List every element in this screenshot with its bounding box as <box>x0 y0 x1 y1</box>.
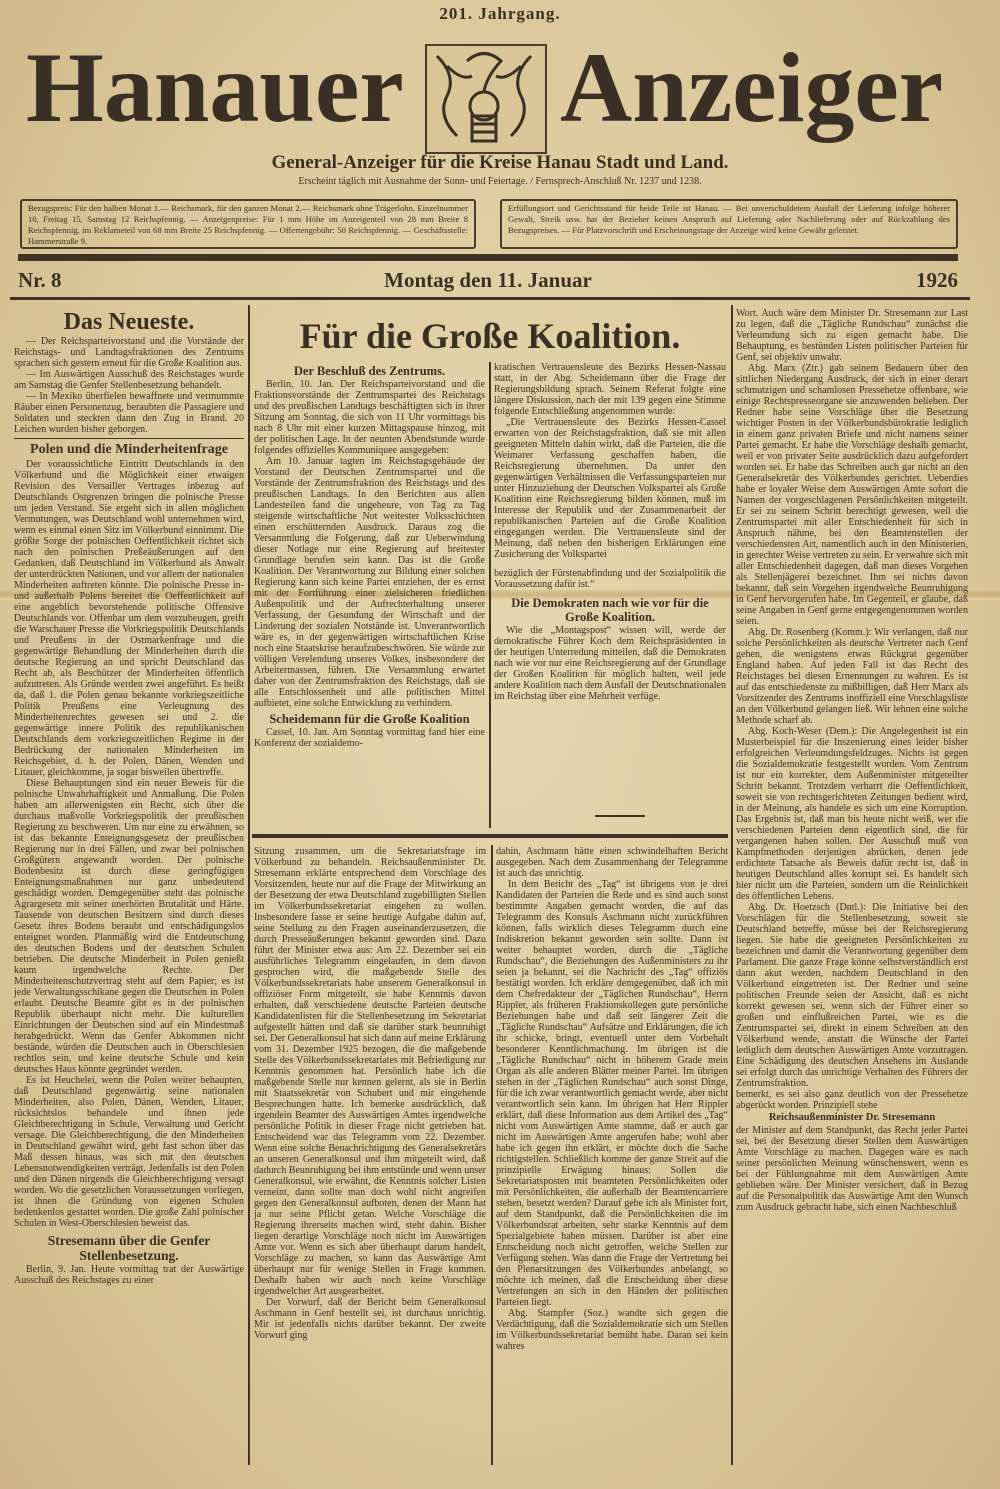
article-paragraph: Abg. Dr. Hoetzsch (Dntl.): Die Initiative bei den Vorschlägen für die Stellenbesetzung, soweit sie Deutschland betreffe, müsse bei der Reichsregierung liegen. Sie habe die geeigneten Persönlichkeiten zu bezeichnen und damit die Verantwortung gegenüber dem Parlament. Die ganze Frage könne selbstverständlich erst dann akut werden, nachdem Deutschland in den Völkerbund eingetreten ist. Der Redner und seine politischen Freunde seien der Ansicht, daß es nicht korrekt gewesen sei, wenn sich der Führer einer so großen und einflußreichen Partei, wie es die Zentrumspartei sei, direkt in einem Schreiben an den Völkerbund wende, anstatt die Wünsche der Partei lediglich dem deutschen Auswärtigen Amte vorzutragen. Eine Schädigung des deutschen Ansehens im Auslande sei erfolgt durch das unrichtige Verhalten des Führers der Zentrumsfraktion. <box>736 902 968 1089</box>
volume-number: 201. Jahrgang. <box>439 4 561 23</box>
publication-info: Erscheint täglich mit Ausnahme der Sonn- und Feiertage. / Fernsprech-Anschluß Nr. 1237 und 1238. <box>298 176 702 187</box>
dateline <box>18 268 958 296</box>
article-paragraph: Abg. Stampfer (Soz.) wandte sich gegen die Verdächtigung, daß die Sozialdemokratie sich um Stellen im Völkerbundssekretariat bemüht habe. Daran sei kein wahres <box>496 1308 728 1352</box>
article-paragraph: Der Vorwurf, daß der Bericht beim Generalkonsul Aschmann in Genf bestellt sei, ist durchaus unrichtig. Mir ist jedenfalls nichts darüber bekannt. Der zweite Vorwurf ging <box>254 1297 486 1341</box>
article-paragraph: kratischen Vertrauensleute des Bezirks Hessen-Nassau statt, in der Abg. Scheidemann über die Frage der Regierungsbildung sprach. Seinem Referat folgte eine längere Diskussion, nach der mit 139 gegen eine Stimme folgende Entschließung angenommen wurde: <box>494 362 726 417</box>
column-divider <box>491 845 493 1465</box>
article-paragraph: bezüglich der Fürstenabfindung und der Sozialpolitik die Voraussetzung dafür ist.“ <box>494 568 726 590</box>
masthead-title-left: Hanauer <box>26 32 404 143</box>
section-rule <box>252 834 728 838</box>
right-column <box>736 308 968 1213</box>
article-paragraph: der Minister auf dem Standpunkt, das Recht jeder Partei sei, bei der Besetzung dieser Stellen dem Auswärtigen Amte Vorschläge zu machen. Dagegen wäre es nach seiner persönlichen Meinung wünschenswert, wenn es bei der Fühlungnahme mit dem Auswärtigen Amte geblieben wäre. Der Minister versichert, daß in Bezug auf die Personalpolitik das Auswärtige Amt den Wunsch zum Ausdruck gebracht habe, sich einen Nachbeschluß <box>736 1125 968 1213</box>
news-brief: — In Mexiko überfielen bewaffnete und vermummte Räuber einen Personenzug, beraubten die Passagiere und Soldaten und steckten dann den Zug in Brand. 20 Leichen wurden bisher geborgen. <box>14 391 244 435</box>
masthead-rule <box>18 254 958 261</box>
article-paragraph: Abg. Marx (Ztr.) gab seinem Bedauern über den sittlichen Niedergang Ausdruck, der sich in einer derart schmutzigen und schamlosen Pressehetze offenbare, wie einige Rechtspresseorgane sie anzuwenden belieben. Der Redner habe seine Vorschläge über die Besetzung wichtiger Posten in der Völkerbundsbürokratie lediglich in einem ganz privaten Briefe und nicht namens seiner Partei gemacht. Er habe die Vorschläge deshalb gemacht, weil er von privater Seite ausdrücklich dazu aufgefordert worden sei. Er habe das Schreiben auch gar nicht an den Generalsekretär des Völkerbundes gerichtet. Ueberdies habe er loyaler Weise dem Auswärtigen Amte sofort die Namen der vorgeschlagenen Persönlichkeiten mitgeteilt. Er sei zu seinem Schritt berechtigt gewesen, weil die Zentrumspartei mit aller Entschiedenheit für sich in Anspruch nähme, bei den Beamtenstellen der verschiedensten Art, namentlich auch in den Ministerien, in gerechter Weise vertreten zu sein. Er verwahre sich mit aller Entschiedenheit dagegen, daß man dieses Vorgehen als Stellenjägerei bezeichnet. Ihm sei nichts davon bekannt, daß sein Vorgehen irgendwelche Beunruhigung in Genf hervorgerufen habe. Im Gegenteil, er glaube, daß seine Angaben in Genf gerne entgegengenommen worden seien. <box>736 363 968 627</box>
article-paragraph: bemerkt, es sei also ganz deutlich von der Pressehetze abgerückt worden. Prinzipiell stehe <box>736 1089 968 1111</box>
article-paragraph: „Die Vertrauensleute des Bezirks Hessen-Cassel erwarten von der Reichstagsfraktion, daß sie mit allen geeigneten Mitteln dahin wirkt, daß die Parteien, die die Weimarer Verfassung geschaffen haben, die Reichsregierung übernehmen. Da unter den gegenwärtigen Verhältnissen die Verfassungsparteien nur unter Hinzuziehung der Deutschen Volkspartei als Große Koalition eine Reichsregierung bilden können, muß im Interesse der Republik und der Zusammenarbeit der republikanischen Parteien auf die Große Koalition eingegangen werden. Die Vertrauensleute sind der Meinung, daß neben den bisherigen Erklärungen eine Zusicherung der Volkspartei <box>494 417 726 560</box>
news-brief-heading: Das Neueste. <box>63 309 195 335</box>
article-paragraph: Abg. Koch-Weser (Dem.): Die Angelegenheit ist ein Musterbeispiel für die Inszenierung eines leider bisher erfolgreichen Verleumdungsfeldzuges. Nichts ist gegen die Sozialdemokratie festgestellt worden. Vom Zentrum ist nur ein korrekter, dem Außenminister mitgeteilter Schritt bekannt. Trotzdem verharrt die Oeffentlichkeit, soweit sie von rechtsgerichteten Zeitungen bedient wird, in der Meinung, als handele es sich um eine Korruption. Das Ergebnis ist, daß man bis heute nicht weiß, wer die verschiedenen Parteien denn eigentlich sind, die für vergangenen haben sollen. Der Ausschuß muß von Kampfmethoden derjenigen abrücken, denen jede erdichtete Tatsache als Beweis dafür recht ist, daß in heutigen Deutschland alles korrupt sei. Es handelt sich hier nicht um die Parteien, sondern um die Reinlichkeit des öffentlichen Lebens. <box>736 726 968 902</box>
continuation-arrow-icon <box>595 815 645 817</box>
article-paragraph: Wie die „Montagspost“ wissen will, werde der demokratische Führer Koch dem Reichspräsidenten in der heutigen Unterredung mitteilen, daß die Demokraten nach wie vor nur eine Reichsregierung auf der Grundlage der Großen Koalition für möglich halten, weil jede andere Koalition nach dem Ausfall der Deutschnationalen im Reichstag über eine Mehrheit verfüge. <box>494 625 726 702</box>
center-right-column <box>494 362 726 702</box>
article-heading-scheidemann: Scheidemann für die Große Koalition <box>269 712 470 726</box>
article-paragraph: Diese Behauptungen sind ein neuer Beweis für die polnische Unwahrhaftigkeit und Anmaßung. Die Polen haben am allerwenigsten ein Recht, sich über die durchaus maßvolle Vorkriegspolitik der preußischen Regierung zu beschweren. Um nur eine zu erwähnen, so ist das bekannte Enteignungsgesetz der preußischen Regierung nur in drei Fällen, und zwar bei polnischen Großgütern angewandt worden. Der polnische Bodenbesitz ist durch diese geringfügigen Enteignungsmaßnahmen nur ganz unbedeutend geschädigt worden. Demgegenüber steht das polnische Agrargesetz mit seiner unerhörten Brutalität und Härte. Tausende von deutschen Besitzern sind durch dieses Gesetz ihres Bodens beraubt und entschädigungslos enteignet worden. Planmäßig wird die Entdeutschung des deutschen Bodens und der deutschen Schulen betrieben. Die deutsche Minderheit in Polen genießt kaum irgendwelche Rechte. Der Minderheitenschutzvertrag steht auf dem Papier; es ist jede Verwaltungsschikane gegen die Deutschen in Polen erlaubt. Deutsche Beamte gibt es in der polnischen Republik überhaupt nicht mehr. Die kulturellen Einrichtungen der Deutschen sind auf ein Mindestmaß herabgedrückt. Wenn das Genfer Abkommen nicht bestände, würden die Deutschen auch in Oberschlesien rechtlos sein, und keine deutsche Schule und kein deutsches Haus könnte gegründet werden. <box>14 778 244 1075</box>
divider <box>14 438 244 439</box>
column-divider <box>248 305 250 1465</box>
news-brief: — Im Auswärtigen Ausschuß des Reichstages wurde am Samstag die Genfer Stellenbesetzung behandelt. <box>14 369 244 391</box>
article-paragraph: In dem Bericht des „Tag“ ist übrigens von je drei Kandidaten der Parteien die Rede und es sind auch sonst bestimmte Angaben gemacht worden, die auf das Telegramm des Konsuls Aschmann nicht zurückführen können, falls wirklich dieses Telegramm durch eine Indiskretion bekannt geworden sein sollte. Dann ist weiter behauptet worden, durch die „Tägliche Rundschau“, die Beziehungen des Außenministers zu ihr seien ja bekannt, sei die Nachricht des „Tag“ offiziös bestätigt worden. Ich erkläre demgegenüber, daß ich mit dem Chefredakteur der „Täglichen Rundschau“, Herrn Rippler, als früheren Fraktionskollegen gute persönliche Beziehungen habe und daß seit längerer Zeit die „Tägliche Rundschau“ Aufsätze und Erklärungen, die ich ihr schicke, bringt, eventuell unter dem Vorbehalt besonderer Kenntlichmachung. Im übrigen ist die „Tägliche Rundschau“ nicht in höherem Grade mein Organ als alle anderen Blätter meiner Partei. Im übrigen stehen in der „Täglichen Rundschau“ auch sonst Dinge, für die ich zwar verantwortlich gemacht werde, aber nicht verantwortlich sein kann. Im übrigen hat Herr Rippler erklärt, daß diese Information aus dem Artikel des „Tag“ nicht vom Auswärtigen Amte stamme, daß er auch gar nicht im Auswärtigen Amte angerufen habe; wohl aber habe ich gegen ihn erklärt, er möchte doch die Sache richtigstellen. Schließlich komme der ganze Streit auf die prinzipielle Erwägung hinaus: Sollen die Sekretariatsposten mit beamteten Persönlichkeiten oder mit Persönlichkeiten, die außerhalb der Beamtencarriere stehen, besetzt werden? Darauf gebe ich als Minister fort, auf dem Standpunkt, daß die Persönlichkeiten die im Völkerbundsrat arbeiten, sehr starke Kenntnis auf dem Spezialgebiete haben müssen. Darüber ist aber eine Entscheidung noch nicht getroffen, welche Stellen zur Verfügung stehen. Was dann die Frage der Vertretung bei den Plenarsitzungen des Völkerbundes anbelangt, so möchte ich meinen, daß die Entscheidung über diese Vertretungen an sich in den Händen der politischen Parteien liegt. <box>496 879 728 1308</box>
news-brief: — Der Reichsparteivorstand und die Vorstände der Reichstags- und Landtagsfraktionen des Zentrums sprachen sich gestern erneut für die Große Koalition aus. <box>14 336 244 369</box>
article-heading-polen: Polen und die Minderheitenfrage <box>30 442 228 457</box>
article-paragraph: Berlin, 9. Jan. Heute vormittag trat der Auswärtige Ausschuß des Reichstages zu einer <box>14 1264 244 1286</box>
article-heading-stresemann: Stresemann über die Genfer Stellenbesetzung. <box>47 1233 211 1263</box>
bottom-center-column <box>254 846 486 1341</box>
column-divider <box>489 362 491 828</box>
left-column <box>14 308 244 1286</box>
article-paragraph: Wort. Auch wäre dem Minister Dr. Stresemann zur Last zu legen, daß die „Tägliche Rundschau“ zunächst die Verleumdung sich zu eigen gemacht habe. Die Behauptung, es bestünden Listen politischer Parteien für Genf, sei objektiv unwahr. <box>736 308 968 363</box>
article-heading-zentrum: Der Beschluß des Zentrums. <box>293 364 446 378</box>
article-subheading: Reichsaußenminister Dr. Stresemann <box>768 1112 936 1123</box>
article-paragraph: Sitzung zusammen, um die Sekretariatsfrage im Völkerbund zu behandeln. Reichsaußenminister Dr. Stresemann erklärte entsprechend dem Vorschlage des Vorsitzenden, heute nur auf die Frage der Mitwirkung an der Besetzung der etwa Deutschland zugebilligten Stellen im Völkerbundssekretariat eingehen zu wollen. Insbesondere fasse er seine heutige Aufgabe dahin auf, seine Stellung zu den Fragen auseinanderzusetzen, die durch Presseäußerungen bekannt geworden sind. Dazu führt der Minister etwa aus: Am 22. Dezember sei ein ausführliches Telegramm eingelaufen, in dem davon gesprochen wird, die maßgebende Stelle des Völkerbundssekretariats habe unserem Generalkonsul in offiziöser Form mitgeteilt, sie habe Kenntnis davon erhalten, daß verschiedene deutsche Parteien deutsche Kandidatenlisten für die Stellenbesetzung im Sekretariat aufgestellt hätten und daß sie darüber stark beunruhigt sei. Der Generalkonsul hat sich dann auf meine Erklärung vom 31. Dezember 1925 bezogen, die die maßgebende Stelle des Völkerbundssekretariates mit Befriedigung zur Kenntnis genommen hat. Persönlich habe ich die maßgebende Stelle nur kennen gelernt, als sie in Berlin mit Staatssekretär von Schubert und mir eingehende Besprechungen hatte. Ich bemerke ausdrücklich, daß irgendein Beamter des Auswärtigen Amtes irgendwelche persönliche Politik in dieser Frage nicht getrieben hat. Entscheidend war das Telegramm vom 22. Dezember. Wenn eine solche Benachrichtigung des Generalsekretärs an unseren Generalkonsul und ihm mitgeteilt wird, daß dadurch Beunruhigung bei ihm entstünde und wenn unser Generalkonsul, wie erwähnt, die Kenntnis solcher Listen verneint, dann sollte man doch wohl nicht angreifen gegen den Generalkonsul aufboten, denen der Mann hat ja nur seine Pflicht getan. Welche Vorschläge die Regierung ihrerseits machen wird, steht dahin. Bisher liegen derartige Vorschläge noch nicht im Auswärtigen Amte vor. Wenn es sich aber überhaupt darum handelt, Vorschläge zu machen, so kann das Auswärtige Amt überhaupt nur für wenige Stellen in Frage kommen. Deshalb haben wir auch noch keine Vorschläge irgendwelcher Art ausgearbeitet. <box>254 846 486 1297</box>
article-heading-demokraten: Die Demokraten nach wie vor für die Große Koalition. <box>511 596 709 624</box>
article-paragraph: Berlin, 10. Jan. Der Reichsparteivorstand und die Fraktionsvorstände der Zentrumspartei des Reichstags und des preußischen Landtags beschäftigten sich in ihrer Sitzung am Sonntag, die sich von 11 Uhr vormittags bis nach 8 Uhr mit einer kurzen Mittagspause hinzog, mit der politischen Lage. In der neunten Abendstunde wurde folgendes offizielles Kommuniquee ausgegeben: <box>254 379 485 456</box>
article-paragraph: dahin, Aschmann hätte einen schwindelhaften Bericht ausgegeben. Nach dem Zusammenhang der Telegramme ist auch das unrichtig. <box>496 846 728 879</box>
article-paragraph: Am 10. Januar tagten im Reichstagsgebäude der Vorstand der Deutschen Zentrumspartei und die Vorstände der Zentrumsfraktion des Reichstags und des preußischen Landtags. In den Berichten aus allen Landesteilen fand die ungeheure, von Tag zu Tag steigende wirtschaftliche Not weitester Volksschichten einen erschütternden Ausdruck. Daraus zog die Versammlung die Folgerung, daß zur Ueberwindung dieser Notlage nur eine Regierung auf breitester Grundlage berufen sein kann. Das ist die Große Koalition. Der Verantwortung zur Bildung einer solchen Regierung kann sich keine Partei entziehen, der es ernst mit der Fortführung einer zielsicheren friedlichen Außenpolitik und der Aufrechterhaltung unserer Verfassung, der Gesundung der Wirtschaft und der Linderung der sozialen Notstände ist. Unverantwortlich wäre es, in der gegenwärtigen wirtschaftlichen Krise noch eine Staatskrise heraufzubeschwören. Sie würde zur völligen Verelendung unseres Volkes, insbesondere der Arbeitermassen, führen. Die Versammlung erwartet daher von der Zentrumsfraktion des Reichstags, daß sie alle Entschlossenheit und alle politischen Mittel aufbietet, eine solche Entwicklung zu verhindern. <box>254 456 485 709</box>
article-paragraph: Cassel, 10. Jan. Am Sonntag vormittag fand hier eine Konferenz der sozialdemo- <box>254 727 485 749</box>
center-column <box>254 362 485 749</box>
masthead-title-right: Anzeiger <box>560 32 944 143</box>
coat-of-arms-icon <box>425 44 547 154</box>
column-divider <box>731 305 733 1465</box>
issue-number: Nr. 8 <box>18 268 62 292</box>
article-paragraph: Abg. Dr. Rosenberg (Komm.): Wir verlangen, daß nur solche Persönlichkeiten als deutsche Vertreter nach Genf gehen, die wenigstens etwas Rückgrat gegenüber England haben. Auf jeden Fall ist das Recht des Reichstages bei diesen Ernennungen zu wahren. Es ist auf das entschiedenste zu mißbilligen, daß Herr Marx als Vorsitzender des Zentrums inoffiziell eine Vorschlagsliste an den Völkerbund gelangen ließ. Wir lehnen eine solche Methode scharf ab. <box>736 627 968 726</box>
bottom-center-right-column <box>496 846 728 1352</box>
legal-info-box: Erfüllungsort und Gerichtsstand für beide Teile ist Hanau. — Bei unverschuldetem Ausfall der Lieferung infolge höherer Gewalt, Streik usw. hat der Bezieher keinen Anspruch auf Lieferung oder Nachlieferung oder auf Rückzahlung des Bezugspreises. — Für Platzvorschrift und Erscheinungstage der Anzeige wird keine Gewähr geleistet. <box>500 199 958 249</box>
main-headline: Für die Große Koalition. <box>299 316 681 356</box>
issue-year: 1926 <box>916 268 958 292</box>
article-paragraph: Es ist Heuchelei, wenn die Polen weiter behaupten, daß Deutschland gegenwärtig seine nationalen Minderheiten, also Polen, Dänen, Wenden, Litauer, rücksichtslos behandele und ihnen jede Gleichberechtigung in Schule, Verwaltung und Gericht versage. Die Gleichberechtigung, die den Minderheiten in Deutschland gewährt wird, geht fast schon über das Maß dessen hinaus, was sich mit den deutschen Lebensnotwendigkeiten verträgt. Jedenfalls ist den Polen und den Dänen nirgends die Gleichberechtigung versagt worden. Wo die gesetzlichen Voraussetzungen vorliegen, ist ihnen die Gründung von eigenen Schulen bedenkenlos gestattet worden. Die große Zahl polnischer Schulen in West-Oberschlesien beweist das. <box>14 1075 244 1229</box>
article-paragraph: Der voraussichtliche Eintritt Deutschlands in den Völkerbund und die Möglichkeit einer etwaigen Revision des Versailler Vertrages inbezug auf Deutschlands Ostgrenzen bringen die polnische Presse um jeden Verstand. Sie ergeht sich in allen möglichen Vermutungen, was Deutschland wohl unternehmen wird, wenn es einmal einen Sitz im Völkerbund einnimmt. Die größte Sorge der polnischen Oeffentlichkeit richtet sich nach den polnischen Preßeäußerungen auf den Gedanken, daß Deutschland im Völkerbund als Anwalt der unterdrückten Nationen, und vor allem der nationalen Minderheiten auftreten könnte. Die polnische Presse in- und außerhalb Polens bereitet die Oeffentlichkeit auf eine angeblich bevorstehende politische Offensive Deutschlands vor. Offenbar um dem vorzubeugen, greift die Warschauer Presse die Vorkriegspolitik Deutschlands und Preußens in der Ostmarkenfrage und die gegenwärtige Behandlung der Minderheiten durch die deutsche Regierung an und spricht Deutschland das Recht ab, als Beschützer der Minderheiten öffentlich aufzutreten. Als Gründe werden zwei angeführt. Es heißt da, daß 1. die Polen genau bekannte vorkriegszeitliche Politik Preußens eine Verleugnung des Minderheitenrechtes gewesen sei und 2. die gegenwärtige innere Politik des republikanischen Deutschlands dem vorkriegszeitlichen Regime in der Bedrückung der nationalen Minderheiten im Reichsgebiet, d. h. der Polen, Dänen, Wenden und Litauer, gleichkomme, ja sogar bisweilen übertreffe. <box>14 459 244 778</box>
subscription-info-box: Bezugspreis: Für den halben Monat 1.— Reichsmark, für den ganzen Monat 2.— Reichsmark ohne Trägerlohn. Einzelnummer 10, Freitag 15, Samstag 12 Reichspfennig. — Anzeigenpreise: Für 1 mm Höhe im Anzeigenteil von 28 mm Breite 8 Reichspfennig, im Reklameteil von 68 mm Breite 25 Reichspfennig. — Offertengebühr: 50 Reichspfennig. — Geschäftsstelle: Hammerstraße 9. <box>20 199 476 249</box>
masthead-subtitle: General-Anzeiger für die Kreise Hanau Stadt und Land. <box>271 152 729 173</box>
issue-date: Montag den 11. Januar <box>384 268 592 292</box>
dateline-rule <box>10 297 970 300</box>
